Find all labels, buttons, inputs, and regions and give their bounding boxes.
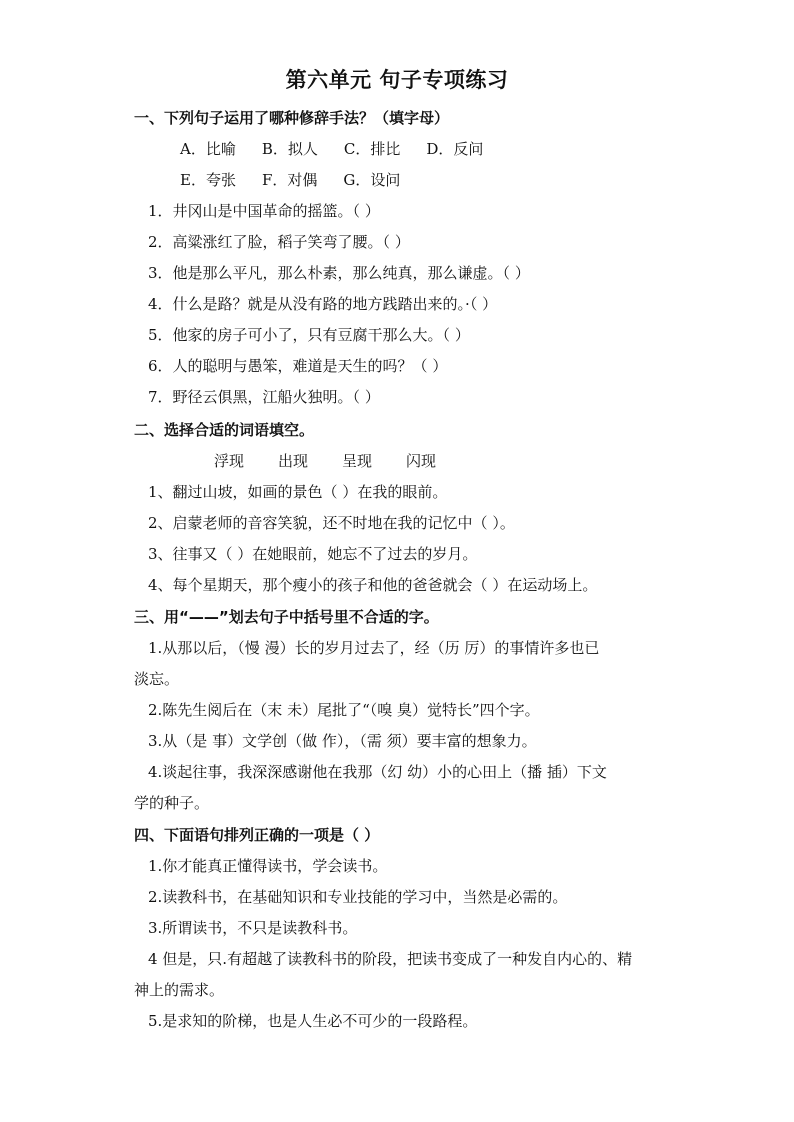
section-2-item: 3、往事又（ ）在她眼前，她忘不了过去的岁月。 <box>148 545 478 563</box>
option-g: G．设问 <box>343 171 401 189</box>
section-2-heading: 二、选择合适的词语填空。 <box>134 421 315 439</box>
section-1-item: 6．人的聪明与愚笨，难道是天生的吗？（ ） <box>148 357 448 375</box>
section-1-item: 2．高粱涨红了脸，稻子笑弯了腰。（ ） <box>148 233 410 251</box>
word-option: 出现 <box>278 452 309 470</box>
section-4-item: 3.所谓读书，不只是读教科书。 <box>148 919 358 937</box>
section-4-heading: 四、下面语句排列正确的一项是（ ） <box>134 826 380 844</box>
option-a: A．比喻 <box>180 140 236 158</box>
option-c: C．排比 <box>343 140 401 158</box>
section-1-item: 5．他家的房子可小了，只有豆腐干那么大。（ ） <box>148 326 470 344</box>
section-4-item-continuation: 神上的需求。 <box>134 981 225 999</box>
word-bank <box>214 451 470 471</box>
option-e: E．夸张 <box>180 171 236 189</box>
section-1-item: 1．井冈山是中国革命的摇篮。（ ） <box>148 202 380 220</box>
section-1-item: 4．什么是路？就是从没有路的地方践踏出来的。·（ ） <box>148 295 498 313</box>
section-3-item-continuation: 淡忘。 <box>134 670 180 688</box>
section-2-item: 4、每个星期天，那个瘦小的孩子和他的爸爸就会（ ）在运动场上。 <box>148 576 598 594</box>
section-1-item: 7．野径云俱黑，江船火独明。（ ） <box>148 388 380 406</box>
option-d: D．反问 <box>426 140 484 158</box>
option-b: B．拟人 <box>261 140 318 158</box>
section-3-item: 1.从那以后，（慢 漫）长的岁月过去了，经（历 厉）的事情许多也已 <box>148 639 600 657</box>
section-3-item-continuation: 学的种子。 <box>134 794 210 812</box>
section-3-heading: 三、用“——”划去句子中括号里不合适的字。 <box>134 608 439 626</box>
word-option: 浮现 <box>214 452 245 470</box>
section-2-item: 2、启蒙老师的音容笑貌，还不时地在我的记忆中（ ）。 <box>148 514 515 532</box>
section-1-options-row-1 <box>180 139 509 159</box>
section-1-item: 3．他是那么平凡，那么朴素，那么纯真，那么谦虚。（ ） <box>148 264 530 282</box>
option-f: F．对偶 <box>261 171 318 189</box>
section-3-item: 4.谈起往事，我深深感谢他在我那（幻 幼）小的心田上（播 插）下文 <box>148 763 607 781</box>
section-1-options-row-2 <box>180 170 426 190</box>
section-2-item: 1、翻过山坡，如画的景色（ ）在我的眼前。 <box>148 483 448 501</box>
page-title: 第六单元 句子专项练习 <box>285 67 509 92</box>
section-4-item: 4 但是，只.有超越了读教科书的阶段，把读书变成了一种发自内心的、精 <box>148 950 633 968</box>
section-4-item: 5.是求知的阶梯，也是人生必不可少的一段路程。 <box>148 1012 478 1030</box>
section-1-heading: 一、下列句子运用了哪种修辞手法？（填字母） <box>134 109 450 127</box>
section-4-item: 1.你才能真正懂得读书，学会读书。 <box>148 857 388 875</box>
word-option: 呈现 <box>342 452 373 470</box>
section-3-item: 3.从（是 事）文学创（做 作），（需 须）要丰富的想象力。 <box>148 732 537 750</box>
word-option: 闪现 <box>406 452 437 470</box>
section-4-item: 2.读教科书，在基础知识和专业技能的学习中，当然是必需的。 <box>148 888 568 906</box>
section-3-item: 2.陈先生阅后在（末 未）尾批了“（嗅 臭）觉特长”四个字。 <box>148 701 540 719</box>
